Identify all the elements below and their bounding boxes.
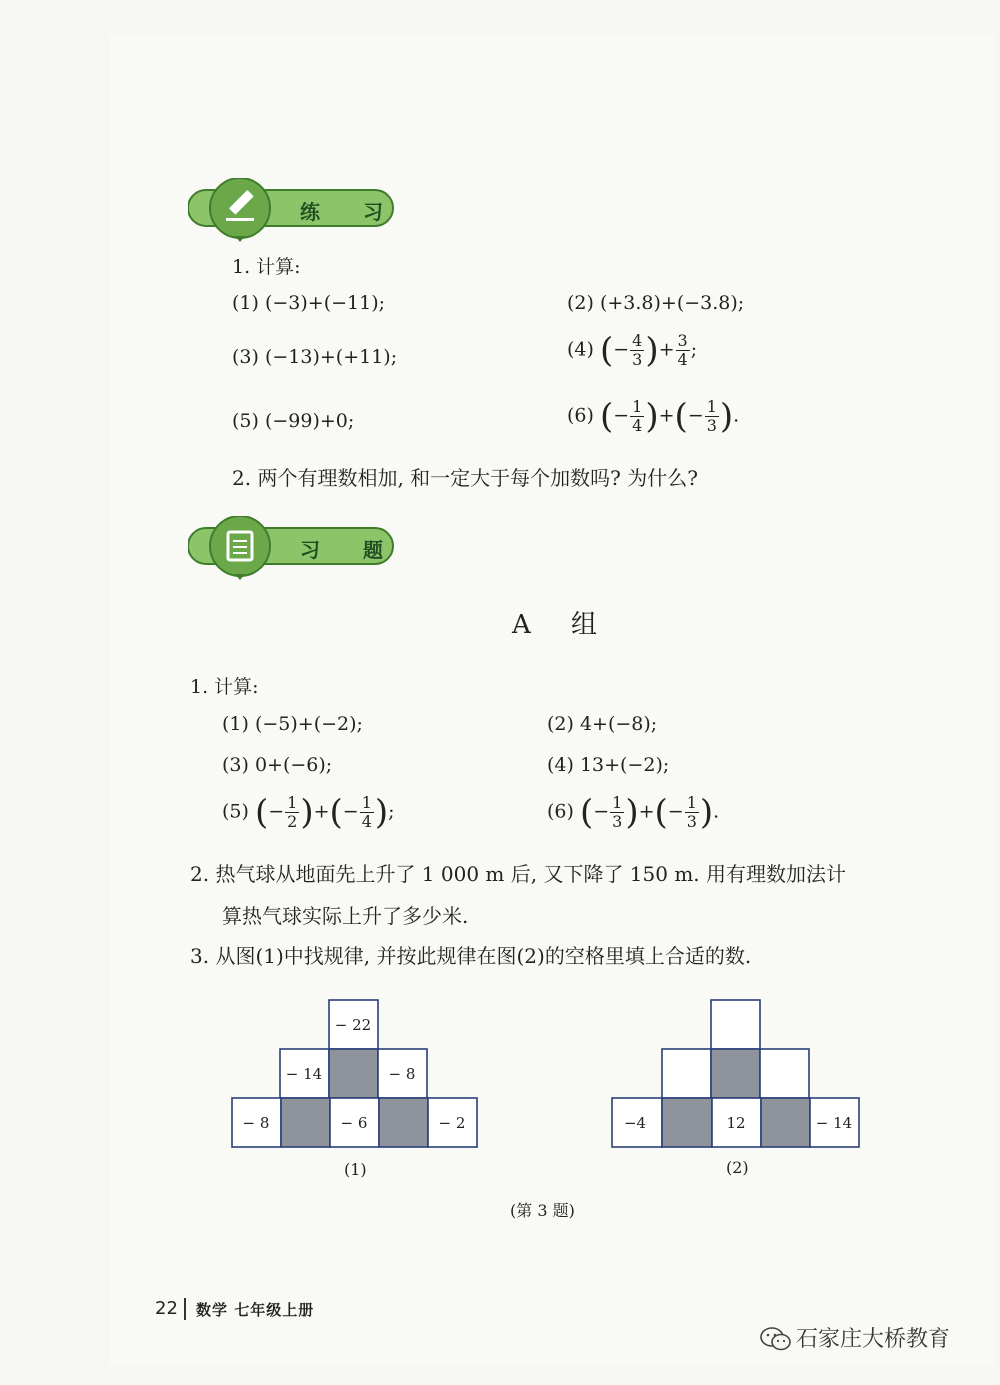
fig1-bot-mid: − 6 bbox=[340, 1114, 368, 1132]
figure-caption: (第 3 题) bbox=[510, 1201, 575, 1220]
fig1-bot-right: − 2 bbox=[438, 1114, 466, 1132]
book-title: 数学 七年级上册 bbox=[196, 1301, 315, 1319]
figure-2-pyramid bbox=[610, 998, 862, 1150]
practice-item-3: (3) (−13)+(+11); bbox=[232, 346, 398, 368]
practice-item-6: (6) (− $\frac{1}{4}$ )+(− $\frac{1}{3}$ ). bbox=[567, 396, 740, 437]
fig2-bot-right: − 14 bbox=[815, 1114, 853, 1132]
practice-item-1: (1) (−3)+(−11); bbox=[232, 292, 386, 314]
fig1-mid-right: − 8 bbox=[388, 1065, 416, 1083]
group-title: A 组 bbox=[512, 610, 614, 640]
footer-divider bbox=[184, 1298, 186, 1320]
fig1-mid-left: − 14 bbox=[285, 1065, 323, 1083]
fig2-bot-mid: 12 bbox=[726, 1114, 746, 1132]
practice-q1-intro: 1. 计算: bbox=[232, 256, 301, 278]
page-number: 22 bbox=[155, 1298, 178, 1319]
fig1-bot-left: − 8 bbox=[242, 1114, 270, 1132]
wechat-icon bbox=[760, 1326, 792, 1352]
practice-banner-label: 练 习 bbox=[300, 200, 401, 224]
exercise-item-3: (3) 0+(−6); bbox=[222, 754, 333, 776]
exercise-q2-line1: 2. 热气球从地面先上升了 1 000 m 后, 又下降了 150 m. 用有理数加法计 bbox=[190, 862, 847, 886]
figure-2-label: (2) bbox=[726, 1158, 749, 1177]
fig1-top: − 22 bbox=[334, 1016, 372, 1034]
practice-item-2: (2) (+3.8)+(−3.8); bbox=[567, 292, 745, 314]
exercise-item-4: (4) 13+(−2); bbox=[547, 754, 670, 776]
practice-item-5: (5) (−99)+0; bbox=[232, 410, 355, 432]
figure-1-label: (1) bbox=[344, 1160, 367, 1179]
exercise-item-2: (2) 4+(−8); bbox=[547, 713, 658, 735]
watermark-text: 石家庄大桥教育 bbox=[796, 1327, 951, 1352]
exercise-q1-intro: 1. 计算: bbox=[190, 676, 259, 698]
figure-1-pyramid bbox=[230, 998, 480, 1150]
fig2-bot-left: −4 bbox=[623, 1114, 647, 1132]
exercise-q2-line2: 算热气球实际上升了多少米. bbox=[222, 904, 469, 928]
exercise-q3: 3. 从图(1)中找规律, 并按此规律在图(2)的空格里填上合适的数. bbox=[190, 944, 752, 968]
exercises-banner-label: 习 题 bbox=[300, 538, 401, 562]
practice-item-4: (4) (− $\frac{4}{3}$ )+ $\frac{3}{4}$ ; bbox=[567, 330, 698, 371]
exercise-item-6: (6) (− $\frac{1}{3}$ )+(− $\frac{1}{3}$ ). bbox=[547, 792, 720, 833]
exercise-item-5: (5) (− $\frac{1}{2}$ )+(− $\frac{1}{4}$ ); bbox=[222, 792, 395, 833]
exercise-item-1: (1) (−5)+(−2); bbox=[222, 713, 363, 735]
practice-q2: 2. 两个有理数相加, 和一定大于每个加数吗? 为什么? bbox=[232, 466, 698, 490]
